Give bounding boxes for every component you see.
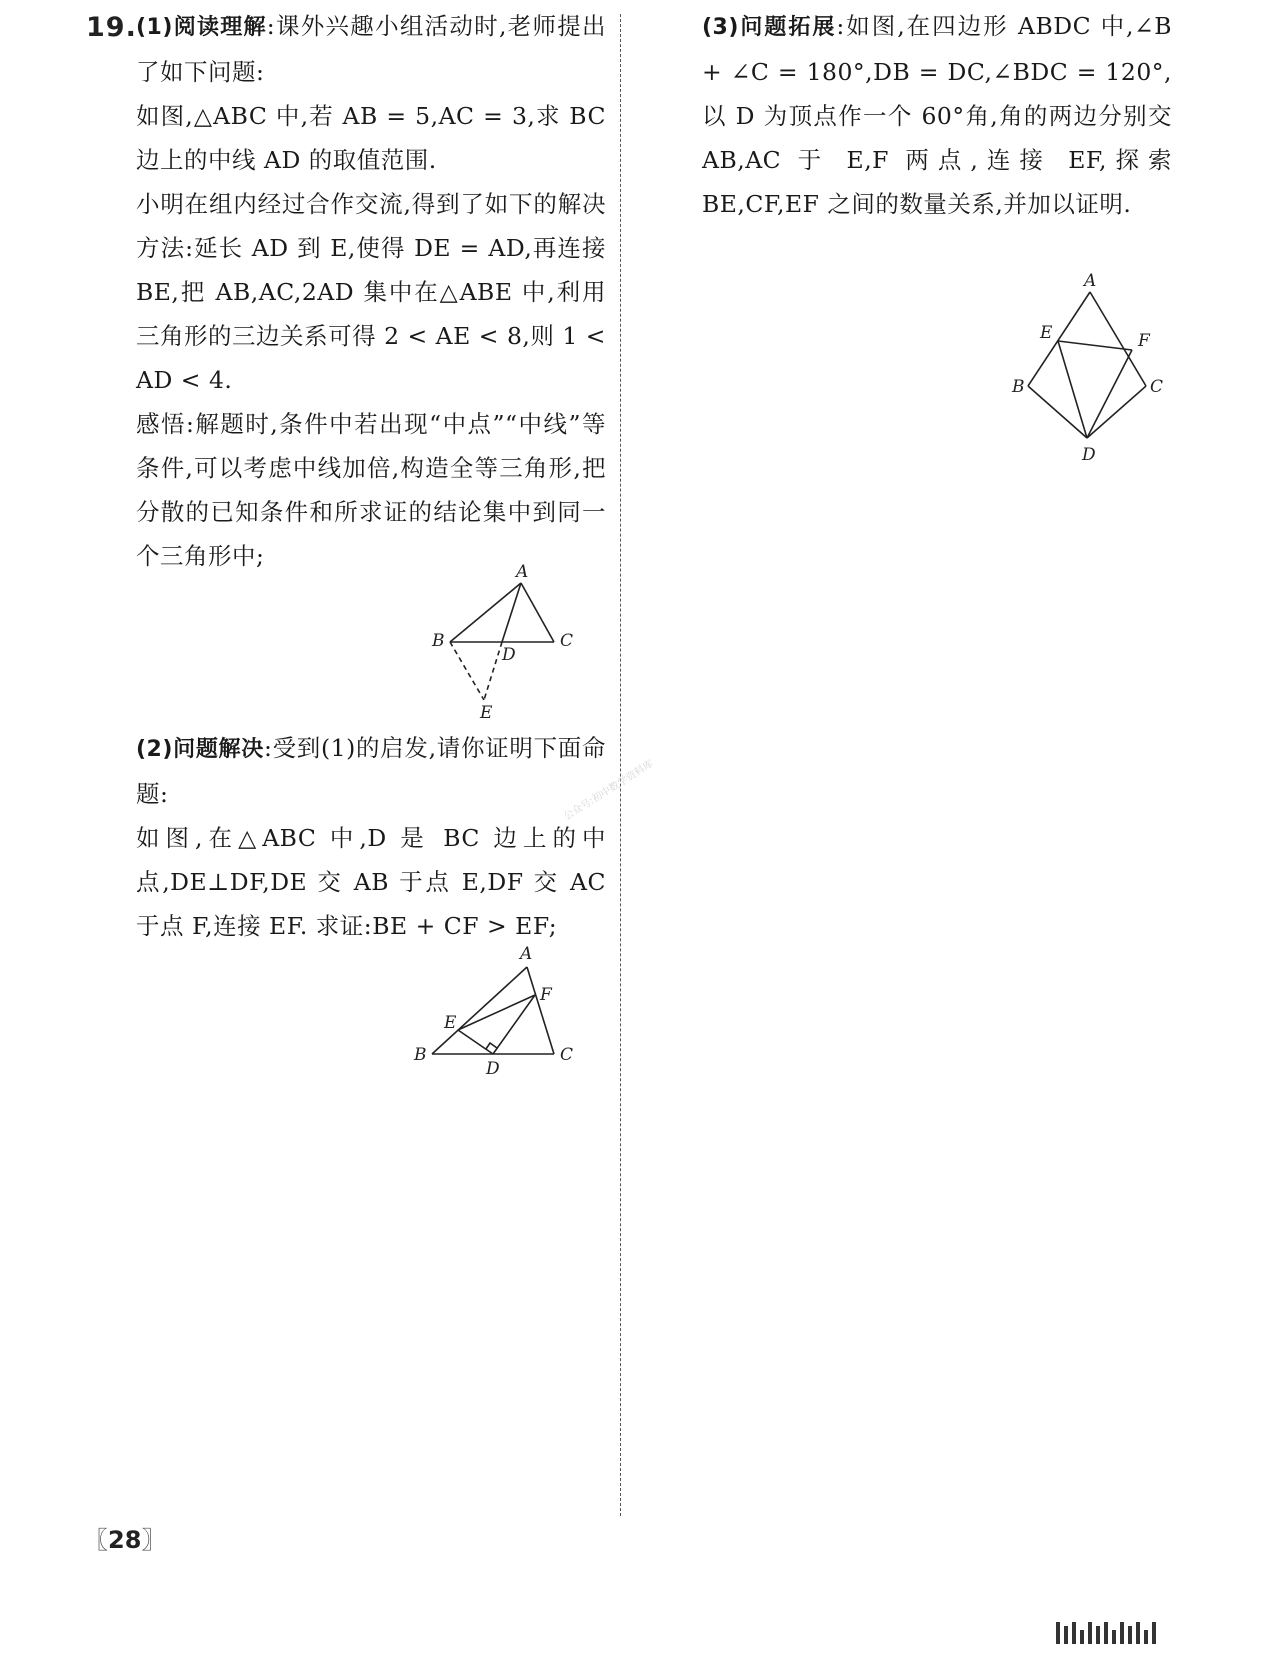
- fig3-segment-de: [1058, 341, 1087, 438]
- fig2-label-d: D: [486, 1059, 500, 1079]
- fig1-label-d: D: [502, 645, 516, 665]
- column-divider: [620, 14, 621, 1516]
- fig2-side-ac: [527, 967, 554, 1054]
- right-column: [702, 4, 1172, 226]
- page-number-value: 28: [108, 1526, 142, 1554]
- part2-tag: (2)问题解决: [136, 737, 264, 762]
- fig3-segment-df: [1087, 350, 1132, 438]
- fig3-side-bd: [1028, 386, 1087, 438]
- figure-2-perpendicular-midpoint: [414, 942, 590, 1087]
- part1-problem: 如图,△ABC 中,若 AB = 5,AC = 3,求 BC 边上的中线 AD 的取值范围.: [136, 102, 606, 174]
- fig2-label-c: C: [560, 1045, 574, 1065]
- part2-intro-text: :受到(1)的启发,请你证明下面命题:: [136, 734, 606, 808]
- fig1-side-ac: [521, 583, 554, 642]
- print-registration-mark: [1056, 1618, 1236, 1644]
- part2-problem: 如图,在△ABC 中,D 是 BC 边上的中点,DE⊥DF,DE 交 AB 于点 E,DF 交 AC 于点 F,连接 EF. 求证:BE + CF > EF;: [136, 824, 606, 940]
- fig1-label-b: B: [432, 631, 445, 651]
- fig1-label-a: A: [516, 562, 529, 582]
- fig2-right-angle-mark: [486, 1043, 497, 1049]
- fig3-label-a: A: [1084, 271, 1097, 291]
- figure-3-quadrilateral: [998, 270, 1168, 470]
- part3-intro-text: :如图,在四边形 ABDC 中,∠B + ∠C = 180°,DB = DC,∠BDC = 120°,以 D 为顶点作一个 60°角,角的两边分别交 AB,AC 于 E,F 两点,连接 EF,探索 BE,CF,EF 之间的数量关系,并加以证明.: [702, 12, 1172, 218]
- part1-tag: (1)阅读理解: [136, 15, 267, 40]
- page-bracket-left: 〖: [84, 1526, 108, 1554]
- fig2-label-f: F: [540, 985, 552, 1005]
- fig2-label-a: A: [520, 944, 533, 964]
- page-bracket-right: 〗: [141, 1526, 166, 1554]
- part1-intro-text: :课外兴趣小组活动时,老师提出了如下问题:: [136, 12, 607, 86]
- fig2-segment-de: [458, 1030, 493, 1054]
- part3-tag: (3)问题拓展: [702, 15, 837, 40]
- part1-solution: 小明在组内经过合作交流,得到了如下的解决方法:延长 AD 到 E,使得 DE = AD,再连接 BE,把 AB,AC,2AD 集中在△ABE 中,利用三角形的三边关系可得 2 < AE < 8,则 1 < AD < 4.: [136, 190, 606, 394]
- fig1-extension-de: [484, 642, 502, 700]
- fig2-label-b: B: [414, 1045, 427, 1065]
- fig3-side-cd: [1087, 386, 1146, 438]
- question-number: 19.: [86, 12, 137, 43]
- watermark-text: 公众号:初中数学资料库: [562, 758, 656, 823]
- figure-1-median-extension: [432, 560, 590, 725]
- fig3-label-c: C: [1150, 377, 1164, 397]
- fig1-side-ab: [450, 583, 521, 642]
- left-column: [136, 4, 606, 578]
- fig3-label-b: B: [1012, 377, 1025, 397]
- fig3-label-d: D: [1082, 445, 1096, 465]
- part1-insight: 感悟:解题时,条件中若出现“中点”“中线”等条件,可以考虑中线加倍,构造全等三角形,把分散的已知条件和所求证的结论集中到同一个三角形中;: [136, 410, 606, 570]
- fig1-label-c: C: [560, 631, 574, 651]
- fig2-side-ab: [432, 967, 527, 1054]
- page-number: [84, 1520, 165, 1555]
- fig3-label-f: F: [1138, 331, 1150, 351]
- fig3-side-ab: [1028, 292, 1090, 386]
- part1-intro: [136, 4, 606, 94]
- part2-intro: [136, 726, 606, 816]
- fig1-label-e: E: [480, 703, 493, 723]
- part3-text: [702, 4, 1172, 226]
- fig3-label-e: E: [1040, 323, 1053, 343]
- fig2-label-e: E: [444, 1013, 457, 1033]
- left-column-part2: [136, 726, 606, 948]
- fig1-segment-be: [450, 642, 484, 700]
